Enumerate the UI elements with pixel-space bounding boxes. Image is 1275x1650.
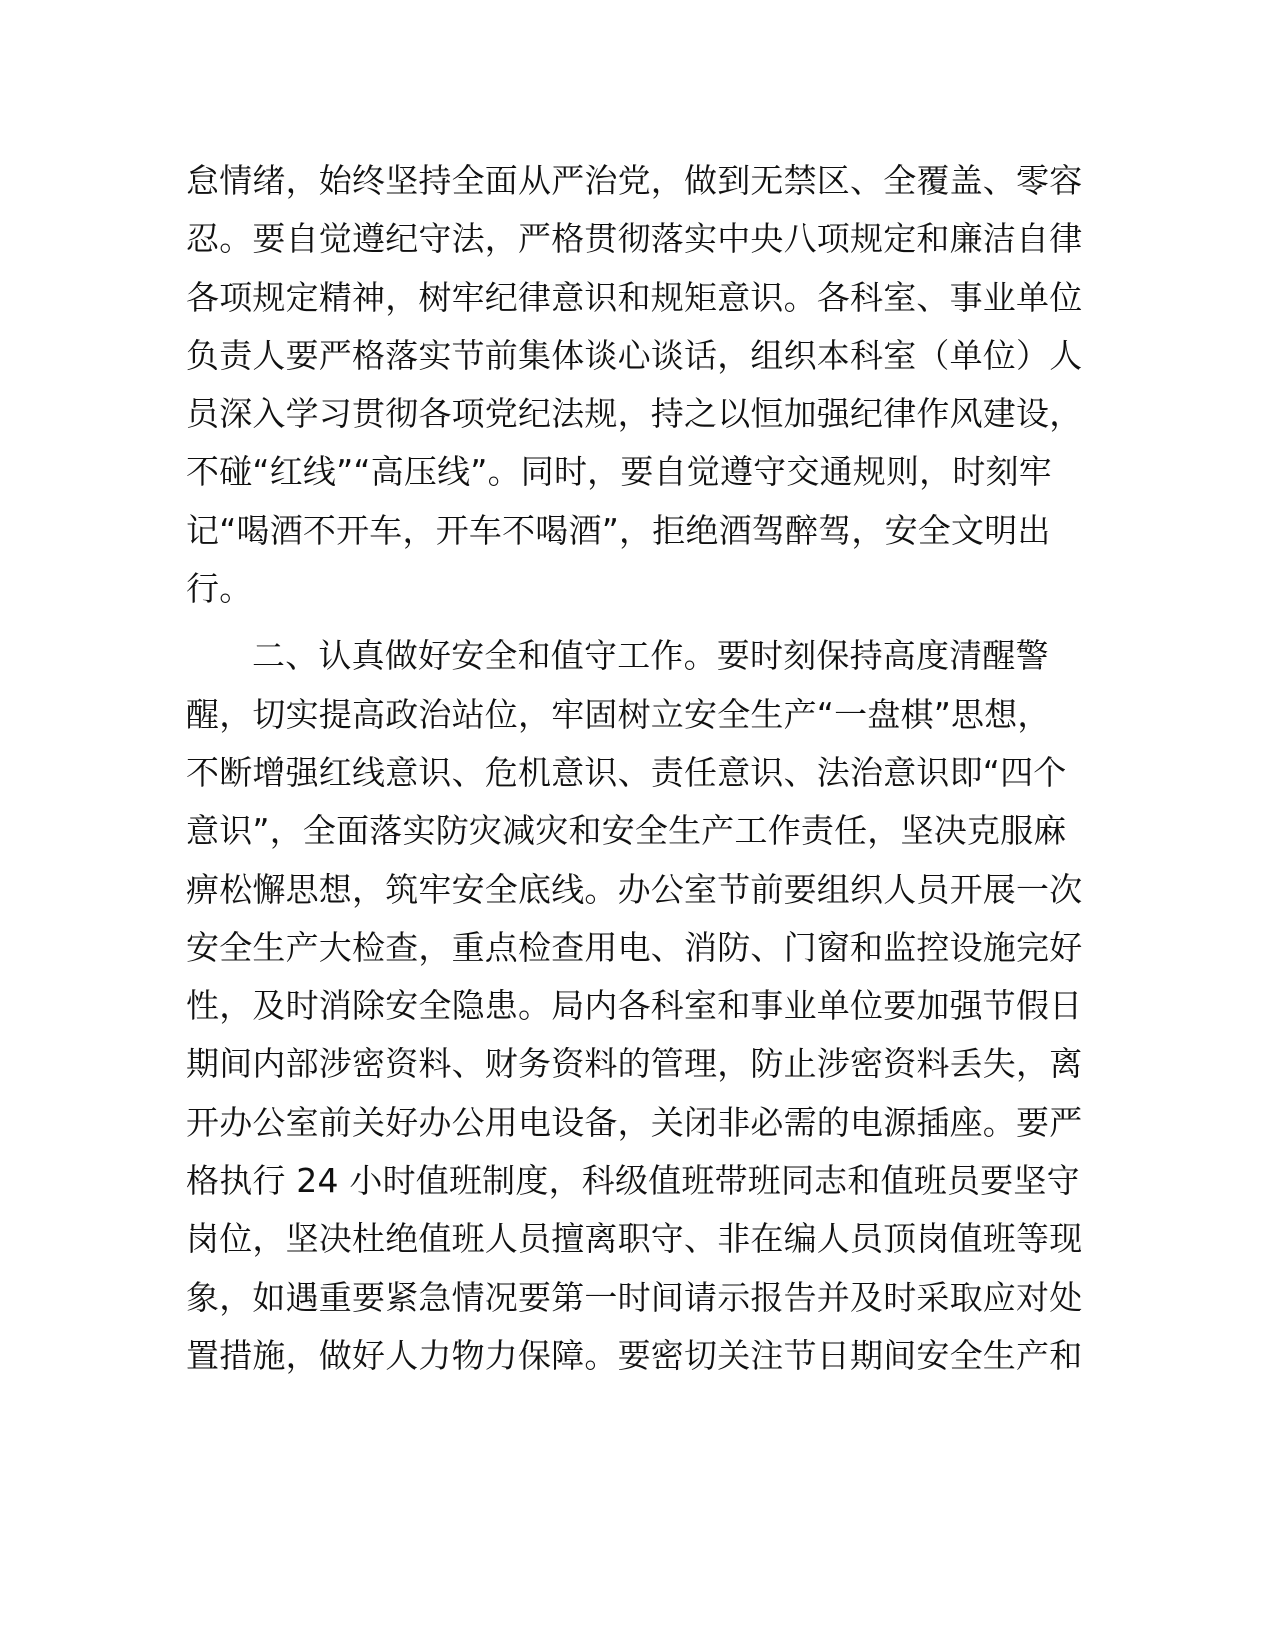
text-line: 安全生产大检查，重点检查用电、消防、门窗和监控设施完好 xyxy=(186,927,1083,967)
text-line: 忍。要自觉遵纪守法，严格贯彻落实中央八项规定和廉洁自律 xyxy=(186,219,1083,259)
text-line: 各项规定精神，树牢纪律意识和规矩意识。各科室、事业单位 xyxy=(186,277,1083,317)
text-line: 象，如遇重要紧急情况要第一时间请示报告并及时采取应对处 xyxy=(186,1277,1083,1317)
text-line: 行。 xyxy=(186,569,253,609)
paragraph-spacer xyxy=(186,618,1086,627)
text-line: 格执行 24 小时值班制度，科级值班带班同志和值班员要坚守 xyxy=(186,1161,1080,1201)
text-line: 醒，切实提高政治站位，牢固树立安全生产“一盘棋”思想， xyxy=(186,694,1051,734)
text-line: 负责人要严格落实节前集体谈心谈话，组织本科室（单位）人 xyxy=(186,335,1083,375)
paragraph-safety-duty xyxy=(186,627,1086,1385)
text-line: 置措施，做好人力物力保障。要密切关注节日期间安全生产和 xyxy=(186,1335,1083,1375)
section-heading-line: 二、认真做好安全和值守工作。要时刻保持高度清醒警 xyxy=(252,636,1049,676)
text-line: 意识”，全面落实防灾减灾和安全生产工作责任，坚决克服麻 xyxy=(186,811,1067,851)
text-line: 期间内部涉密资料、财务资料的管理，防止涉密资料丢失，离 xyxy=(186,1044,1083,1084)
paragraph-discipline xyxy=(186,152,1086,618)
text-line: 岗位，坚决杜绝值班人员擅离职守、非在编人员顶岗值班等现 xyxy=(186,1219,1083,1259)
text-line: 记“喝酒不开车，开车不喝酒”，拒绝酒驾醉驾，安全文明出 xyxy=(186,510,1051,550)
text-line: 员深入学习贯彻各项党纪法规，持之以恒加强纪律作风建设， xyxy=(186,394,1083,434)
text-line: 性，及时消除安全隐患。局内各科室和事业单位要加强节假日 xyxy=(186,986,1083,1026)
text-line: 怠情绪，始终坚持全面从严治党，做到无禁区、全覆盖、零容 xyxy=(186,161,1083,200)
document-body xyxy=(186,152,1086,1385)
text-line: 痹松懈思想，筑牢安全底线。办公室节前要组织人员开展一次 xyxy=(186,869,1083,909)
text-line: 开办公室前关好办公用电设备，关闭非必需的电源插座。要严 xyxy=(186,1102,1083,1142)
text-line: 不碰“红线”“高压线”。同时，要自觉遵守交通规则，时刻牢 xyxy=(186,452,1052,492)
text-line: 不断增强红线意识、危机意识、责任意识、法治意识即“四个 xyxy=(186,752,1067,792)
